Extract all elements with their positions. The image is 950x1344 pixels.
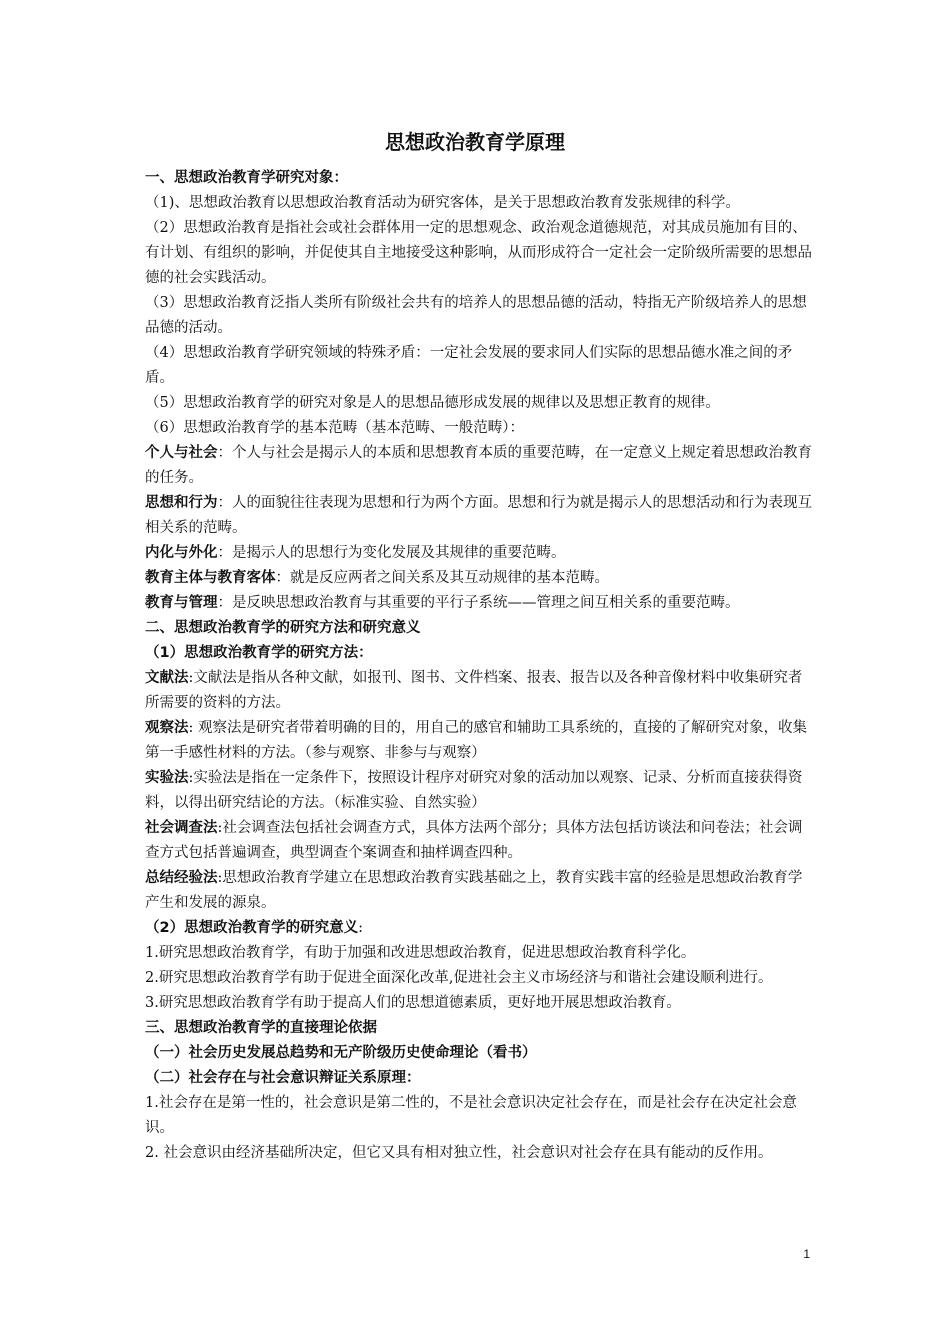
list-item: 1.研究思想政治教育学，有助于加强和改进思想政治教育，促进思想政治教育科学化。 bbox=[145, 945, 696, 961]
category-paragraph bbox=[145, 541, 815, 566]
term: 个人与社会 bbox=[145, 445, 218, 461]
term: 社会调查法 bbox=[145, 820, 218, 836]
term-definition: ：人的面貌往往表现为思想和行为两个方面。思想和行为就是揭示人的思想活动和行为表现互相关系的范畴。 bbox=[145, 495, 812, 536]
category-paragraph bbox=[145, 491, 815, 541]
method-paragraph bbox=[145, 816, 815, 866]
paragraph: （2）思想政治教育是指社会或社会群体用一定的思想观念、政治观念道德规范，对其成员施加有目的、有计划、有组织的影响，并促使其自主地接受这种影响，从而形成符合一定社会一定阶级所需要的思想品德的社会实践活动。 bbox=[145, 220, 812, 286]
category-paragraph bbox=[145, 441, 815, 491]
method-paragraph bbox=[145, 716, 815, 766]
term-definition: :思想政治教育学建立在思想政治教育实践基础之上，教育实践丰富的经验是思想政治教育学产生和发展的源泉。 bbox=[145, 870, 803, 911]
list-item: 2. 社会意识由经济基础所决定，但它又具有相对独立性，社会意识对社会存在具有能动的反作用。 bbox=[145, 1145, 773, 1161]
category-paragraph bbox=[145, 591, 815, 616]
list-item: 2.研究思想政治教育学有助于促进全面深化改革,促进社会主义市场经济与和谐社会建设顺利进行。 bbox=[145, 970, 773, 986]
page-title: 思想政治教育学原理 bbox=[385, 130, 565, 154]
term: 文献法 bbox=[145, 670, 189, 686]
section-heading: 一、思想政治教育学研究对象： bbox=[145, 170, 348, 186]
term: 教育与管理 bbox=[145, 595, 218, 611]
term: 教育主体与教育客体 bbox=[145, 570, 276, 586]
section-heading: 三、思想政治教育学的直接理论依据 bbox=[145, 1020, 377, 1036]
method-paragraph bbox=[145, 866, 815, 916]
paragraph: （6）思想政治教育学的基本范畴（基本范畴、一般范畴）： bbox=[145, 420, 524, 436]
paragraph: （5）思想政治教育学的研究对象是人的思想品德形成发展的规律以及思想正教育的规律。 bbox=[145, 395, 720, 411]
term-definition: :文献法是指从各种文献，如报刊、图书、文件档案、报表、报告以及各种音像材料中收集研究者所需要的资料的方法。 bbox=[145, 670, 803, 711]
method-paragraph bbox=[145, 766, 815, 816]
subsection-heading bbox=[145, 916, 815, 941]
term: 观察法 bbox=[145, 720, 189, 736]
term-definition: ：就是反应两者之间关系及其互动规律的基本范畴。 bbox=[275, 570, 609, 586]
paragraph: （1)、思想政治教育以思想政治教育活动为研究客体，是关于思想政治教育发张规律的科学。 bbox=[145, 195, 740, 211]
subsection-colon: : bbox=[358, 920, 363, 936]
term-definition: :实验法是指在一定条件下，按照设计程序对研究对象的活动加以观察、记录、分析而直接获得资料，以得出研究结论的方法。（标准实验、自然实验） bbox=[145, 770, 803, 811]
list-item: 3.研究思想政治教育学有助于提高人们的思想道德素质，更好地开展思想政治教育。 bbox=[145, 995, 681, 1011]
subsection-title: （2）思想政治教育学的研究意义 bbox=[145, 920, 359, 936]
subsection-heading: （1）思想政治教育学的研究方法： bbox=[145, 645, 373, 661]
category-paragraph bbox=[145, 566, 815, 591]
term: 思想和行为 bbox=[145, 495, 218, 511]
term: 总结经验法 bbox=[145, 870, 218, 886]
subsection-heading: （一）社会历史发展总趋势和无产阶级历史使命理论（看书） bbox=[145, 1045, 537, 1061]
term-definition: : 观察法是研究者带着明确的目的，用自己的感官和辅助工具系统的，直接的了解研究对象，收集第一手感性材料的方法。（参与观察、非参与与观察） bbox=[145, 720, 807, 761]
term: 实验法 bbox=[145, 770, 189, 786]
subsection-heading: （二）社会存在与社会意识辩证关系原理： bbox=[145, 1070, 421, 1086]
term-definition: ：是揭示人的思想行为变化发展及其规律的重要范畴。 bbox=[217, 545, 566, 561]
term-definition: ：是反映思想政治教育与其重要的平行子系统——管理之间互相关系的重要范畴。 bbox=[217, 595, 740, 611]
page-number: 1 bbox=[803, 1247, 810, 1261]
paragraph: （4）思想政治教育学研究领域的特殊矛盾：一定社会发展的要求同人们实际的思想品德水准之间的矛盾。 bbox=[145, 345, 793, 386]
method-paragraph bbox=[145, 666, 815, 716]
paragraph: （3）思想政治教育泛指人类所有阶级社会共有的培养人的思想品德的活动，特指无产阶级培养人的思想品德的活动。 bbox=[145, 295, 807, 336]
term-definition: ：个人与社会是揭示人的本质和思想教育本质的重要范畴，在一定意义上规定着思想政治教育的任务。 bbox=[145, 445, 812, 486]
term: 内化与外化 bbox=[145, 545, 218, 561]
document-body bbox=[145, 166, 815, 1166]
term-definition: :社会调查法包括社会调查方式，具体方法两个部分；具体方法包括访谈法和问卷法；社会调查方式包括普遍调查，典型调查个案调查和抽样调查四种。 bbox=[145, 820, 803, 861]
list-item: 1.社会存在是第一性的，社会意识是第二性的，不是社会意识决定社会存在，而是社会存在决定社会意识。 bbox=[145, 1095, 797, 1136]
section-heading: 二、思想政治教育学的研究方法和研究意义 bbox=[145, 620, 421, 636]
